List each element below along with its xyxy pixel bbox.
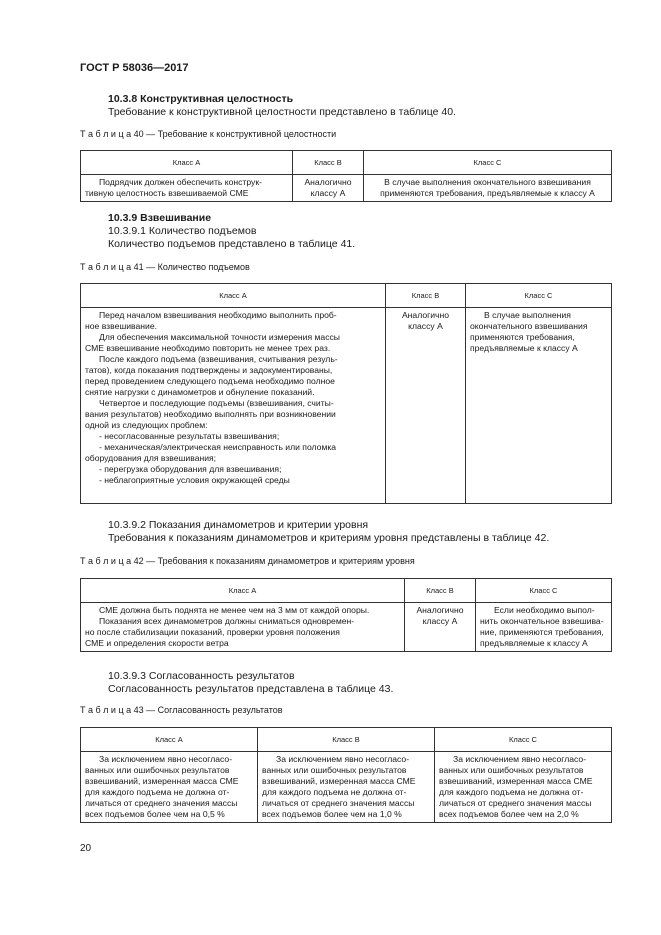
subsection-heading-10-3-9-1: 10.3.9.1 Количество подъемов bbox=[108, 225, 257, 237]
cell-line: но после стабилизации показаний, проверки уровня положения bbox=[85, 627, 340, 637]
cell-class-a bbox=[81, 175, 293, 202]
document-id: ГОСТ Р 58036—2017 bbox=[80, 62, 189, 74]
table-42 bbox=[80, 578, 612, 652]
cell-line: личаться от среднего значения массы bbox=[439, 798, 592, 808]
table-header-row bbox=[81, 579, 612, 603]
cell-class-a bbox=[81, 308, 386, 504]
cell-line: оборудования для взвешивания; bbox=[85, 453, 217, 463]
cell-line: ванных или ошибочных результатов bbox=[439, 765, 584, 775]
cell-line: для каждого подъема не должна от- bbox=[85, 787, 230, 797]
cell-line: тивную целостность взвешиваемой СМЕ bbox=[85, 188, 249, 198]
table-row bbox=[81, 603, 612, 652]
cell-class-a bbox=[81, 752, 258, 823]
cell-line: СМЕ должна быть поднята не менее чем на 3 мм от каждой опоры. bbox=[99, 605, 370, 615]
cell-line: взвешиваний, измеренная масса СМЕ bbox=[85, 776, 239, 786]
cell-line: Аналогично bbox=[304, 177, 352, 187]
header-class-b: Класс В bbox=[258, 728, 435, 752]
cell-line: Подрядчик должен обеспечить конструк- bbox=[99, 177, 262, 187]
cell-line: личаться от среднего значения массы bbox=[85, 798, 238, 808]
cell-line: нить окончательное взвешива- bbox=[480, 616, 604, 626]
table-41 bbox=[80, 283, 612, 504]
table-row bbox=[81, 175, 612, 202]
cell-line: взвешиваний, измеренная масса СМЕ bbox=[262, 776, 416, 786]
cell-line: для каждого подъема не должна от- bbox=[439, 787, 584, 797]
section-intro-10-3-9-1: Количество подъемов представлено в таблице 41. bbox=[108, 238, 356, 250]
table-row bbox=[81, 752, 612, 823]
table-header-row bbox=[81, 728, 612, 752]
cell-line: применяются требования, bbox=[470, 332, 575, 342]
header-class-b: Класс В bbox=[405, 579, 476, 603]
cell-line: - несогласованные результаты взвешивания; bbox=[99, 431, 280, 441]
header-class-c: Класс С bbox=[466, 284, 612, 308]
cell-line: взвешиваний, измеренная масса СМЕ bbox=[439, 776, 593, 786]
header-class-b: Класс В bbox=[386, 284, 466, 308]
cell-class-b bbox=[293, 175, 364, 202]
header-class-a: Класс А bbox=[81, 284, 386, 308]
cell-line: Аналогично bbox=[416, 605, 464, 615]
table-43 bbox=[80, 727, 612, 823]
cell-class-c bbox=[476, 603, 612, 652]
cell-line: личаться от среднего значения массы bbox=[262, 798, 415, 808]
cell-line: классу А bbox=[310, 188, 346, 198]
cell-line: За исключением явно несогласо- bbox=[453, 754, 587, 764]
cell-line: применяются требования, предъявляемые к классу А bbox=[380, 188, 595, 198]
cell-class-b bbox=[405, 603, 476, 652]
cell-line: классу А bbox=[422, 616, 458, 626]
cell-class-c bbox=[364, 175, 612, 202]
cell-line: - перегрузка оборудования для взвешивания; bbox=[99, 464, 282, 474]
header-class-a: Класс А bbox=[81, 728, 258, 752]
table-40-caption: Т а б л и ц а 40 — Требование к конструктивной целостности bbox=[80, 129, 337, 139]
cell-line: Показания всех динамометров должны сниматься одновремен- bbox=[99, 616, 355, 626]
table-40 bbox=[80, 150, 612, 202]
cell-line: СМЕ взвешивание необходимо повторить не менее трех раз. bbox=[85, 343, 331, 353]
header-class-b: Класс В bbox=[293, 151, 364, 175]
subsection-heading-10-3-9-3: 10.3.9.3 Согласованность результатов bbox=[108, 670, 295, 682]
cell-line: Для обеспечения максимальной точности измерения массы bbox=[99, 332, 340, 342]
table-header-row bbox=[81, 151, 612, 175]
table-header-row bbox=[81, 284, 612, 308]
cell-line: ванных или ошибочных результатов bbox=[85, 765, 230, 775]
cell-line: ванных или ошибочных результатов bbox=[262, 765, 407, 775]
cell-class-b bbox=[386, 308, 466, 504]
cell-line: всех подъемов более чем на 0,5 % bbox=[85, 809, 225, 819]
table-row bbox=[81, 308, 612, 504]
cell-line: классу А bbox=[408, 321, 443, 331]
table-43-caption: Т а б л и ц а 43 — Согласованность результатов bbox=[80, 705, 283, 715]
cell-class-a bbox=[81, 603, 405, 652]
header-class-c: Класс С bbox=[364, 151, 612, 175]
cell-line: вания результатов) необходимо выполнять при возникновении bbox=[85, 409, 336, 419]
section-intro-10-3-8: Требование к конструктивной целостности представлено в таблице 40. bbox=[108, 106, 456, 118]
header-class-a: Класс А bbox=[81, 151, 293, 175]
cell-line: для каждого подъема не должна от- bbox=[262, 787, 407, 797]
cell-line: СМЕ и определения скорости ветра bbox=[85, 638, 229, 648]
cell-line: Если необходимо выпол- bbox=[494, 605, 595, 615]
cell-line: всех подъемов более чем на 2,0 % bbox=[439, 809, 579, 819]
subsection-heading-10-3-9-2: 10.3.9.2 Показания динамометров и критерии уровня bbox=[108, 519, 369, 531]
cell-line: - механическая/электрическая неисправность или поломка bbox=[99, 442, 337, 452]
cell-class-b bbox=[258, 752, 435, 823]
cell-line: перед проведением следующего подъема необходимо полное bbox=[85, 376, 335, 386]
section-heading-10-3-9: 10.3.9 Взвешивание bbox=[108, 212, 212, 224]
cell-line: одной из следующих проблем: bbox=[85, 420, 208, 430]
cell-line: За исключением явно несогласо- bbox=[276, 754, 410, 764]
section-intro-10-3-9-2: Требования к показаниям динамометров и критериям уровня представлены в таблице 42. bbox=[108, 532, 550, 544]
cell-line: предъявляемые к классу А bbox=[470, 343, 578, 353]
cell-line: Четвертое и последующие подъемы (взвешивания, считы- bbox=[99, 398, 334, 408]
cell-line: За исключением явно несогласо- bbox=[99, 754, 233, 764]
page-number: 20 bbox=[80, 843, 92, 854]
cell-line: - неблагоприятные условия окружающей среды bbox=[99, 475, 290, 485]
section-heading-10-3-8: 10.3.8 Конструктивная целостность bbox=[108, 93, 294, 105]
cell-line: всех подъемов более чем на 1,0 % bbox=[262, 809, 402, 819]
section-intro-10-3-9-3: Согласованность результатов представлена в таблице 43. bbox=[108, 683, 394, 695]
table-41-caption: Т а б л и ц а 41 — Количество подъемов bbox=[80, 262, 250, 272]
header-class-a: Класс А bbox=[81, 579, 405, 603]
header-class-c: Класс С bbox=[435, 728, 612, 752]
cell-line: ное взвешивание. bbox=[85, 321, 158, 331]
cell-line: ние, применяются требования, bbox=[480, 627, 604, 637]
cell-line: снятие нагрузки с динамометров и обнуление показаний. bbox=[85, 387, 315, 397]
cell-class-c bbox=[466, 308, 612, 504]
cell-class-c bbox=[435, 752, 612, 823]
cell-line: татов), когда показания подтверждены и задокументированы, bbox=[85, 365, 333, 375]
cell-line: В случае выполнения bbox=[484, 310, 571, 320]
cell-line: Аналогично bbox=[401, 310, 450, 320]
header-class-c: Класс С bbox=[476, 579, 612, 603]
cell-line: В случае выполнения окончательного взвешивания bbox=[384, 177, 591, 187]
cell-line: Перед началом взвешивания необходимо выполнить проб- bbox=[99, 310, 337, 320]
cell-line: После каждого подъема (взвешивания, считывания резуль- bbox=[99, 354, 338, 364]
cell-line: окончательного взвешивания bbox=[470, 321, 588, 331]
table-42-caption: Т а б л и ц а 42 — Требования к показаниям динамометров и критериям уровня bbox=[80, 556, 415, 566]
cell-line: предъявляемые к классу А bbox=[480, 638, 588, 648]
